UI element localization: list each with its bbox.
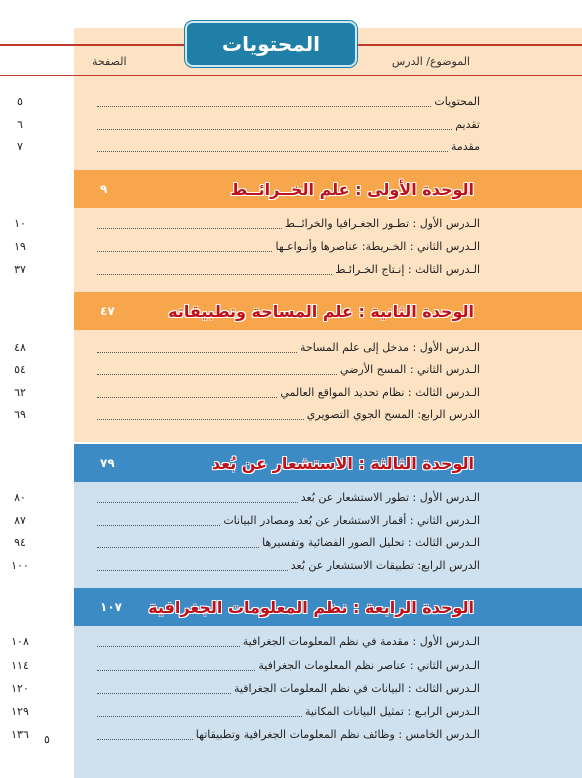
toc-row[interactable] (14, 237, 480, 255)
toc-row[interactable] (14, 338, 480, 356)
toc-page: ١٩ (14, 239, 26, 253)
leader-dots (97, 729, 193, 740)
unit-page: ٧٩ (100, 456, 115, 470)
leader-dots (97, 364, 337, 375)
toc-row[interactable] (11, 556, 480, 574)
header-rule-right (350, 44, 582, 46)
leader-dots (97, 560, 288, 571)
toc-label: الـدرس الثالث : تحليل الصور الفضائية وتفسيرها (262, 535, 480, 549)
toc-row[interactable] (14, 405, 480, 423)
leader-dots (97, 119, 452, 130)
toc-page: ١١٤ (11, 658, 29, 672)
toc-row[interactable] (17, 115, 480, 133)
toc-label: الـدرس الثاني : عناصر نظم المعلومات الجغرافية (258, 658, 480, 672)
column-header-page: الصفحة (92, 55, 127, 68)
toc-page: ١٠ (14, 216, 26, 230)
leader-dots (97, 96, 431, 107)
leader-dots (97, 706, 302, 717)
leader-dots (97, 492, 298, 503)
toc-page: ٧ (17, 139, 23, 153)
unit-heading[interactable] (74, 292, 582, 330)
leader-dots (97, 218, 282, 229)
header-rule (0, 44, 190, 46)
unit-heading[interactable] (74, 444, 582, 482)
toc-row[interactable] (11, 702, 480, 720)
leader-dots (97, 264, 332, 275)
toc-page: ٨٧ (14, 513, 26, 527)
toc-label: مقدمة (450, 139, 480, 153)
unit-title: الوحدة الثانية : علم المساحة وتطبيقاته (168, 301, 474, 321)
unit-title: الوحدة الرابعة : نظم المعلومات الجغرافية (148, 597, 474, 617)
toc-row[interactable] (11, 725, 480, 743)
toc-page: ١٣٦ (11, 727, 29, 741)
toc-label: الـدرس الثاني : أقمار الاستشعار عن بُعد ومصادر البيانات (223, 513, 480, 527)
page-title: المحتويات (185, 21, 357, 67)
toc-page: ١٠٨ (11, 634, 29, 648)
column-header-topic: الموضوع/ الدرس (391, 55, 470, 68)
toc-label: الـدرس الثاني : المسح الأرضي (340, 362, 480, 376)
unit-page: ٤٧ (100, 304, 115, 318)
toc-label: الـدرس الأول : مقدمة في نظم المعلومات الجغرافية (242, 634, 480, 648)
toc-page: ٤٨ (14, 340, 26, 354)
leader-dots (97, 683, 231, 694)
page-number: ٥ (44, 733, 50, 746)
toc-row[interactable] (14, 214, 480, 232)
toc-row[interactable] (17, 92, 480, 110)
toc-label: الدرس الرابع: تطبيقات الاستشعار عن بُعد (290, 558, 480, 572)
toc-label: الـدرس الثالث : إنـتاج الخـرائـط (335, 262, 480, 276)
toc-page: ١٢٩ (11, 704, 29, 718)
toc-label: الـدرس الأول : تطور الاستشعار عن بُعد (300, 490, 480, 504)
toc-page: ١٠٠ (11, 558, 29, 572)
toc-row[interactable] (14, 260, 480, 278)
leader-dots (97, 636, 240, 647)
leader-dots (97, 342, 297, 353)
toc-page: ٦٢ (14, 385, 26, 399)
toc-label: المحتويات (434, 94, 480, 108)
toc-row[interactable] (14, 360, 480, 378)
toc-label: الدرس الرابع: المسح الجوي التصويري (306, 407, 480, 421)
toc-row[interactable] (11, 679, 480, 697)
toc-row[interactable] (14, 488, 480, 506)
toc-page: ٩٤ (14, 535, 26, 549)
toc-label: الـدرس الخامس : وظائف نظم المعلومات الجغرافية وتطبيقاتها (195, 727, 480, 741)
toc-page: ٥ (17, 94, 23, 108)
leader-dots (97, 141, 448, 152)
toc-row[interactable] (11, 656, 480, 674)
toc-page: ٥٤ (14, 362, 26, 376)
toc-label: الـدرس الثالث : نظام تحديد المواقع العالمي (280, 385, 480, 399)
toc-page: ٨٠ (14, 490, 26, 504)
toc-row[interactable] (11, 632, 480, 650)
unit-title: الوحدة الأولى : علم الخــرائــط (230, 179, 474, 199)
unit-heading[interactable] (74, 170, 582, 208)
unit-page: ٩ (100, 182, 108, 196)
toc-label: الـدرس الأول : تطـور الجغـرافيا والخرائــط (284, 216, 480, 230)
leader-dots (97, 409, 304, 420)
toc-row[interactable] (14, 511, 480, 529)
leader-dots (97, 241, 272, 252)
leader-dots (97, 515, 220, 526)
toc-row[interactable] (14, 533, 480, 551)
toc-page: ٦ (17, 117, 23, 131)
toc-label: تقديم (455, 117, 480, 131)
leader-dots (97, 537, 259, 548)
leader-dots (97, 660, 255, 671)
toc-label: الـدرس الرابـع : تمثيل البيانات المكانية (304, 704, 480, 718)
leader-dots (97, 387, 277, 398)
toc-label: الـدرس الثاني : الخـريطة: عناصرها وأنـواعـها (275, 239, 480, 253)
toc-page: ٦٩ (14, 407, 26, 421)
toc-row[interactable] (14, 383, 480, 401)
unit-title: الوحدة الثالثة : الاستشعار عن بُعد (211, 453, 474, 473)
header-rule-lower (0, 75, 582, 76)
unit-page: ١٠٧ (100, 600, 122, 614)
toc-row[interactable] (17, 137, 480, 155)
toc-page: ١٢٠ (11, 681, 29, 695)
toc-label: الـدرس الأول : مدخل إلى علم المساحة (300, 340, 480, 354)
toc-label: الـدرس الثالث : البيانات في نظم المعلومات الجغرافية (234, 681, 480, 695)
unit-heading[interactable] (74, 588, 582, 626)
toc-page: ٣٧ (14, 262, 26, 276)
